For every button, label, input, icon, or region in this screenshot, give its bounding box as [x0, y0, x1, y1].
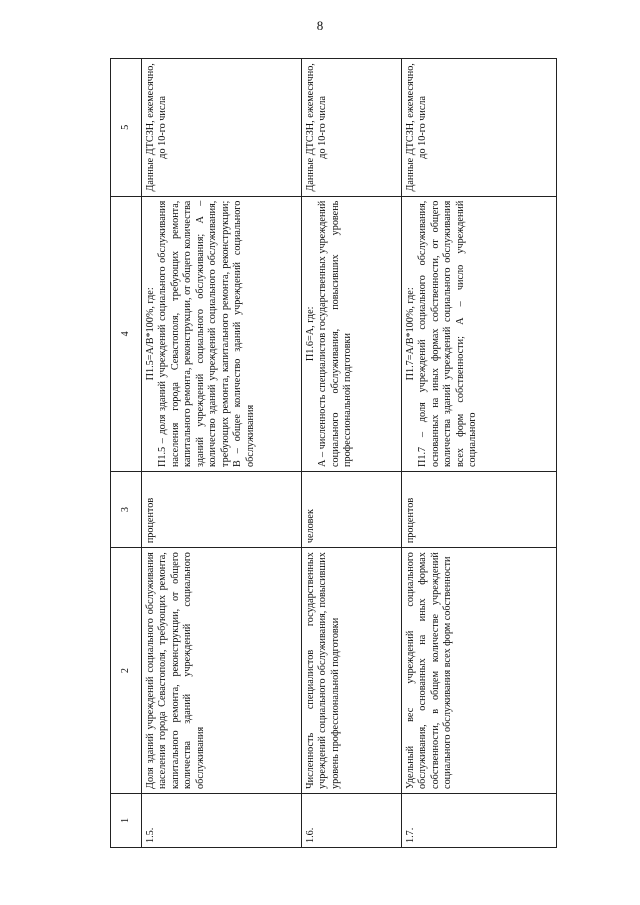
formula-description: А – численность специалистов государственных учреждений социального обслуживания, повысивших уровень профессиональной подготовки — [317, 200, 354, 467]
row-number: 1.6. — [302, 793, 402, 847]
data-source: Данные ДТСЗН, ежемесячно, до 10-го числа — [302, 59, 402, 197]
header-col-1: 1 — [111, 793, 142, 847]
unit-of-measure: человек — [302, 471, 402, 547]
indicator-name: Численность специалистов государственных учреждений социального обслуживания, повысивших уровень профессиональной подготовки — [302, 548, 402, 794]
header-col-4: 4 — [111, 196, 142, 471]
data-source: Данные ДТСЗН, ежемесячно, до 10-го числа — [402, 59, 557, 197]
unit-of-measure: процентов — [142, 471, 302, 547]
header-col-5: 5 — [111, 59, 142, 197]
data-source: Данные ДТСЗН, ежемесячно, до 10-го числа — [142, 59, 302, 197]
rotated-table-wrapper — [110, 58, 557, 848]
page-number: 8 — [316, 18, 324, 33]
formula: П1.5=А/В*100%, где: — [145, 287, 156, 381]
unit-of-measure: процентов — [402, 471, 557, 547]
table-row — [142, 59, 302, 848]
table-row — [302, 59, 402, 848]
indicator-name: Удельный вес учреждений социального обслуживания, основанных на иных формах собственности, в общем количестве учреждений социального обслуживания всех форм собственности — [402, 548, 557, 794]
header-col-3: 3 — [111, 471, 142, 547]
formula: П1.6=А, где: — [305, 306, 316, 362]
indicator-name: Доля зданий учреждений социального обслуживания населения города Севастополя, требующих ремонта, капитального ремонта, реконструкции, от общего количества зданий учреждений социального обслуживания — [142, 548, 302, 794]
formula-description: П1.5 – доля зданий учреждений социального обслуживания населения города Севастополя, требующих ремонта, капитального ремонта, реконструкции, от общего количества зданий учреждений социального обслуживания; А – количество зданий учреждений социального обслуживания, требующих ремонта, капитального ремонта, реконструкции; В – общее количество зданий учреждений социального обслуживания — [157, 200, 256, 467]
header-col-2: 2 — [111, 548, 142, 794]
row-number: 1.5. — [142, 793, 302, 847]
formula-description: П1.7 – доля учреждений социального обслуживания, основанных на иных формах собственности, от общего количества зданий учреждений социального обслуживания всех форм собственности; А – число учреждений социального — [417, 200, 479, 467]
row-number: 1.7. — [402, 793, 557, 847]
formula: П1.7=А/В*100%, где: — [405, 287, 416, 381]
table-row — [402, 59, 557, 848]
calculation-method — [302, 196, 402, 471]
indicators-table — [110, 58, 557, 848]
calculation-method — [142, 196, 302, 471]
calculation-method — [402, 196, 557, 471]
table-header-row — [111, 59, 142, 848]
